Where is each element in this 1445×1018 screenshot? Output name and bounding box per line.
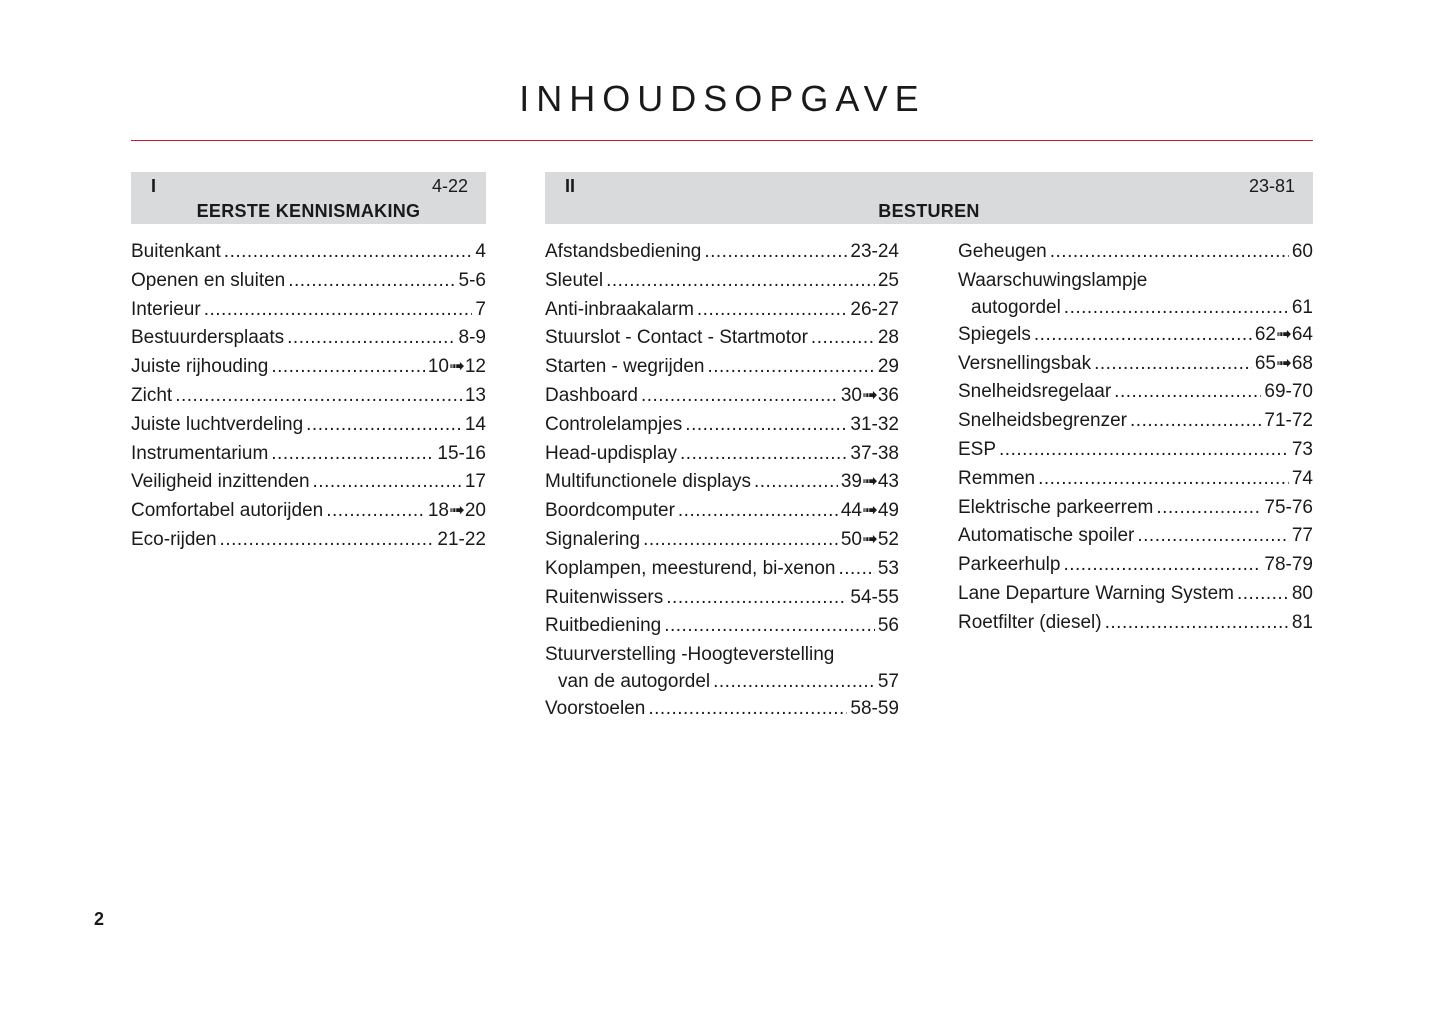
entry-page: 14 — [464, 413, 486, 435]
dot-leader — [326, 497, 425, 526]
entry-title: Snelheidsregelaar — [958, 381, 1112, 403]
entry-page: 58-59 — [850, 698, 899, 720]
entry-page: 13 — [464, 384, 486, 406]
toc-entry[interactable] — [958, 238, 1313, 267]
toc-entry[interactable] — [545, 584, 899, 613]
entry-page: 62➟64 — [1254, 323, 1313, 345]
toc-entry[interactable] — [131, 353, 486, 382]
entry-title: Ruitenwissers — [545, 586, 664, 608]
entry-title: Stuurslot - Contact - Startmotor — [545, 327, 808, 349]
entry-page: 10➟12 — [427, 356, 486, 378]
entry-page: 77 — [1291, 525, 1313, 547]
entry-title: Head-updisplay — [545, 442, 678, 464]
dot-leader — [313, 468, 462, 497]
dot-leader — [713, 668, 875, 695]
entry-page: 28 — [877, 327, 899, 349]
entry-title: Multifunctionele displays — [545, 471, 751, 493]
entry-title: Spiegels — [958, 323, 1031, 345]
entry-page: 74 — [1291, 467, 1313, 489]
entry-title: Waarschuwingslampje — [958, 269, 1148, 291]
entry-title: Boordcomputer — [545, 500, 675, 522]
entry-page: 39➟43 — [840, 471, 899, 493]
entry-title: Geheugen — [958, 241, 1047, 262]
page-number: 2 — [94, 909, 105, 929]
entry-title: ESP — [958, 438, 997, 460]
toc-entry[interactable] — [131, 324, 486, 353]
toc-entry[interactable] — [958, 407, 1313, 436]
entry-title: Juiste luchtverdeling — [131, 413, 304, 435]
dot-leader — [641, 382, 838, 411]
entry-page: 37-38 — [850, 442, 899, 464]
toc-entry[interactable] — [545, 382, 899, 411]
toc-entry[interactable] — [958, 321, 1313, 350]
entry-page: 50➟52 — [840, 528, 899, 550]
toc-entry[interactable] — [958, 436, 1313, 465]
toc-entry[interactable] — [545, 497, 899, 526]
entry-page: 30➟36 — [840, 384, 899, 406]
entry-title: Afstandsbediening — [545, 241, 702, 262]
dot-leader — [999, 436, 1289, 465]
entry-title: Buitenkant — [131, 241, 221, 262]
dot-leader — [1237, 580, 1289, 609]
title-divider — [131, 140, 1313, 141]
entry-title: Bestuurdersplaats — [131, 327, 285, 349]
dot-leader — [1114, 378, 1261, 407]
entry-page: 80 — [1291, 582, 1313, 604]
toc-entry[interactable] — [131, 296, 486, 325]
toc-entry[interactable] — [131, 497, 486, 526]
toc-entry[interactable] — [131, 382, 486, 411]
toc-entry[interactable] — [545, 324, 899, 353]
entry-page: 65➟68 — [1254, 352, 1313, 374]
dot-leader — [1063, 551, 1261, 580]
entry-title: Juiste rijhouding — [131, 356, 269, 378]
entry-page: 26-27 — [850, 298, 899, 320]
entry-page: 23-24 — [850, 241, 899, 262]
entry-page: 15-16 — [437, 442, 486, 464]
toc-entry[interactable] — [545, 411, 899, 440]
dot-leader — [224, 238, 473, 267]
toc-entry[interactable] — [958, 267, 1313, 321]
toc-entry[interactable] — [545, 555, 899, 584]
entry-title: Comfortabel autorijden — [131, 500, 324, 522]
section-number: I — [151, 176, 157, 196]
toc-entry[interactable] — [958, 551, 1313, 580]
dot-leader — [288, 267, 455, 296]
entry-title-continued: van de autogordel — [558, 671, 711, 693]
dot-leader — [1034, 321, 1252, 350]
entry-page: 54-55 — [850, 586, 899, 608]
entry-title: Roetfilter (diesel) — [958, 611, 1102, 633]
dot-leader — [811, 324, 875, 353]
toc-entry[interactable] — [958, 378, 1313, 407]
dot-leader — [306, 411, 462, 440]
dot-leader — [287, 324, 455, 353]
dot-leader — [1105, 609, 1289, 638]
dot-leader — [1064, 294, 1289, 321]
toc-entry[interactable] — [545, 612, 899, 641]
section-heading: EERSTE KENNISMAKING — [196, 201, 421, 221]
entry-page: 69-70 — [1264, 381, 1313, 403]
toc-column-1 — [131, 238, 486, 555]
dot-leader — [271, 353, 425, 382]
entry-page: 81 — [1291, 611, 1313, 633]
dot-leader — [680, 440, 847, 469]
section-header-1 — [131, 172, 486, 224]
entry-page: 5-6 — [458, 269, 486, 291]
entry-title: Interieur — [131, 298, 201, 320]
dot-leader — [1038, 465, 1289, 494]
dot-leader — [754, 468, 838, 497]
entry-title: Starten - wegrijden — [545, 356, 705, 378]
entry-page: 4 — [475, 241, 486, 262]
dot-leader — [1156, 494, 1261, 523]
entry-page: 71-72 — [1264, 410, 1313, 432]
entry-title: Controlelampjes — [545, 413, 683, 435]
toc-entry[interactable] — [958, 350, 1313, 379]
toc-entry[interactable] — [545, 238, 899, 267]
entry-title: Versnellingsbak — [958, 352, 1092, 374]
dot-leader — [664, 612, 875, 641]
toc-entry[interactable] — [545, 353, 899, 382]
toc-entry[interactable] — [545, 526, 899, 555]
dot-leader — [678, 497, 838, 526]
entry-title: Eco-rijden — [131, 528, 217, 550]
dot-leader — [697, 296, 847, 325]
entry-title-continued: autogordel — [971, 296, 1061, 318]
entry-title: Koplampen, meesturend, bi-xenon — [545, 557, 836, 579]
entry-page: 7 — [475, 298, 486, 320]
section-header-2 — [545, 172, 1313, 224]
entry-title: Openen en sluiten — [131, 269, 286, 291]
toc-entry[interactable] — [545, 695, 899, 724]
entry-page: 75-76 — [1264, 496, 1313, 518]
dot-leader — [1050, 238, 1289, 267]
toc-entry[interactable] — [545, 468, 899, 497]
dot-leader — [1094, 350, 1252, 379]
entry-title: Elektrische parkeerrem — [958, 496, 1154, 518]
toc-entry[interactable] — [958, 580, 1313, 609]
entry-page: 61 — [1291, 296, 1313, 318]
entry-page: 60 — [1291, 241, 1313, 262]
entry-page: 18➟20 — [427, 500, 486, 522]
entry-page: 78-79 — [1264, 554, 1313, 576]
entry-page: 31-32 — [850, 413, 899, 435]
toc-entry[interactable] — [545, 641, 899, 695]
entry-page: 17 — [464, 471, 486, 493]
entry-title: Stuurverstelling -Hoogteverstelling — [545, 644, 835, 666]
entry-page: 8-9 — [458, 327, 486, 349]
page-title: INHOUDSOPGAVE — [519, 78, 926, 119]
dot-leader — [1137, 522, 1288, 551]
section-page-range: 4-22 — [431, 176, 468, 196]
entry-page: 56 — [877, 615, 899, 637]
toc-column-3 — [958, 238, 1313, 638]
dot-leader — [648, 695, 847, 724]
section-page-range: 23-81 — [1248, 176, 1295, 196]
toc-entry[interactable] — [958, 609, 1313, 638]
toc-entry[interactable] — [131, 411, 486, 440]
toc-entry[interactable] — [545, 440, 899, 469]
entry-page: 53 — [877, 557, 899, 579]
dot-leader — [685, 411, 847, 440]
toc-entry[interactable] — [131, 526, 486, 555]
entry-page: 44➟49 — [840, 500, 899, 522]
toc-entry[interactable] — [131, 267, 486, 296]
toc-entry[interactable] — [958, 494, 1313, 523]
dot-leader — [606, 267, 875, 296]
entry-page: 57 — [877, 671, 899, 693]
dot-leader — [666, 584, 847, 613]
entry-page: 73 — [1291, 438, 1313, 460]
entry-title: Signalering — [545, 528, 641, 550]
entry-title: Voorstoelen — [545, 698, 646, 720]
entry-title: Ruitbediening — [545, 615, 662, 637]
entry-title: Dashboard — [545, 384, 638, 406]
dot-leader — [643, 526, 838, 555]
dot-leader — [1130, 407, 1261, 436]
toc-entry[interactable] — [545, 267, 899, 296]
toc-entry[interactable] — [131, 440, 486, 469]
entry-title: Parkeerhulp — [958, 554, 1061, 576]
dot-leader — [175, 382, 462, 411]
dot-leader — [204, 296, 473, 325]
toc-entry[interactable] — [958, 465, 1313, 494]
toc-entry[interactable] — [131, 238, 486, 267]
entry-title: Anti-inbraakalarm — [545, 298, 694, 320]
dot-leader — [704, 238, 847, 267]
section-number: II — [565, 176, 576, 196]
entry-page: 25 — [877, 269, 899, 291]
dot-leader — [838, 555, 874, 584]
dot-leader — [271, 440, 434, 469]
entry-title: Zicht — [131, 384, 173, 406]
entry-title: Sleutel — [545, 269, 604, 291]
dot-leader — [220, 526, 435, 555]
entry-title: Lane Departure Warning System — [958, 582, 1234, 604]
entry-title: Snelheidsbegrenzer — [958, 410, 1128, 432]
toc-entry[interactable] — [545, 296, 899, 325]
entry-title: Instrumentarium — [131, 442, 269, 464]
toc-entry[interactable] — [131, 468, 486, 497]
toc-entry[interactable] — [958, 522, 1313, 551]
entry-title: Veiligheid inzittenden — [131, 471, 310, 493]
entry-title: Remmen — [958, 467, 1036, 489]
toc-column-2 — [545, 238, 899, 724]
section-heading: BESTUREN — [878, 201, 980, 221]
entry-title: Automatische spoiler — [958, 525, 1135, 547]
dot-leader — [707, 353, 874, 382]
entry-page: 29 — [877, 356, 899, 378]
entry-page: 21-22 — [437, 528, 486, 550]
